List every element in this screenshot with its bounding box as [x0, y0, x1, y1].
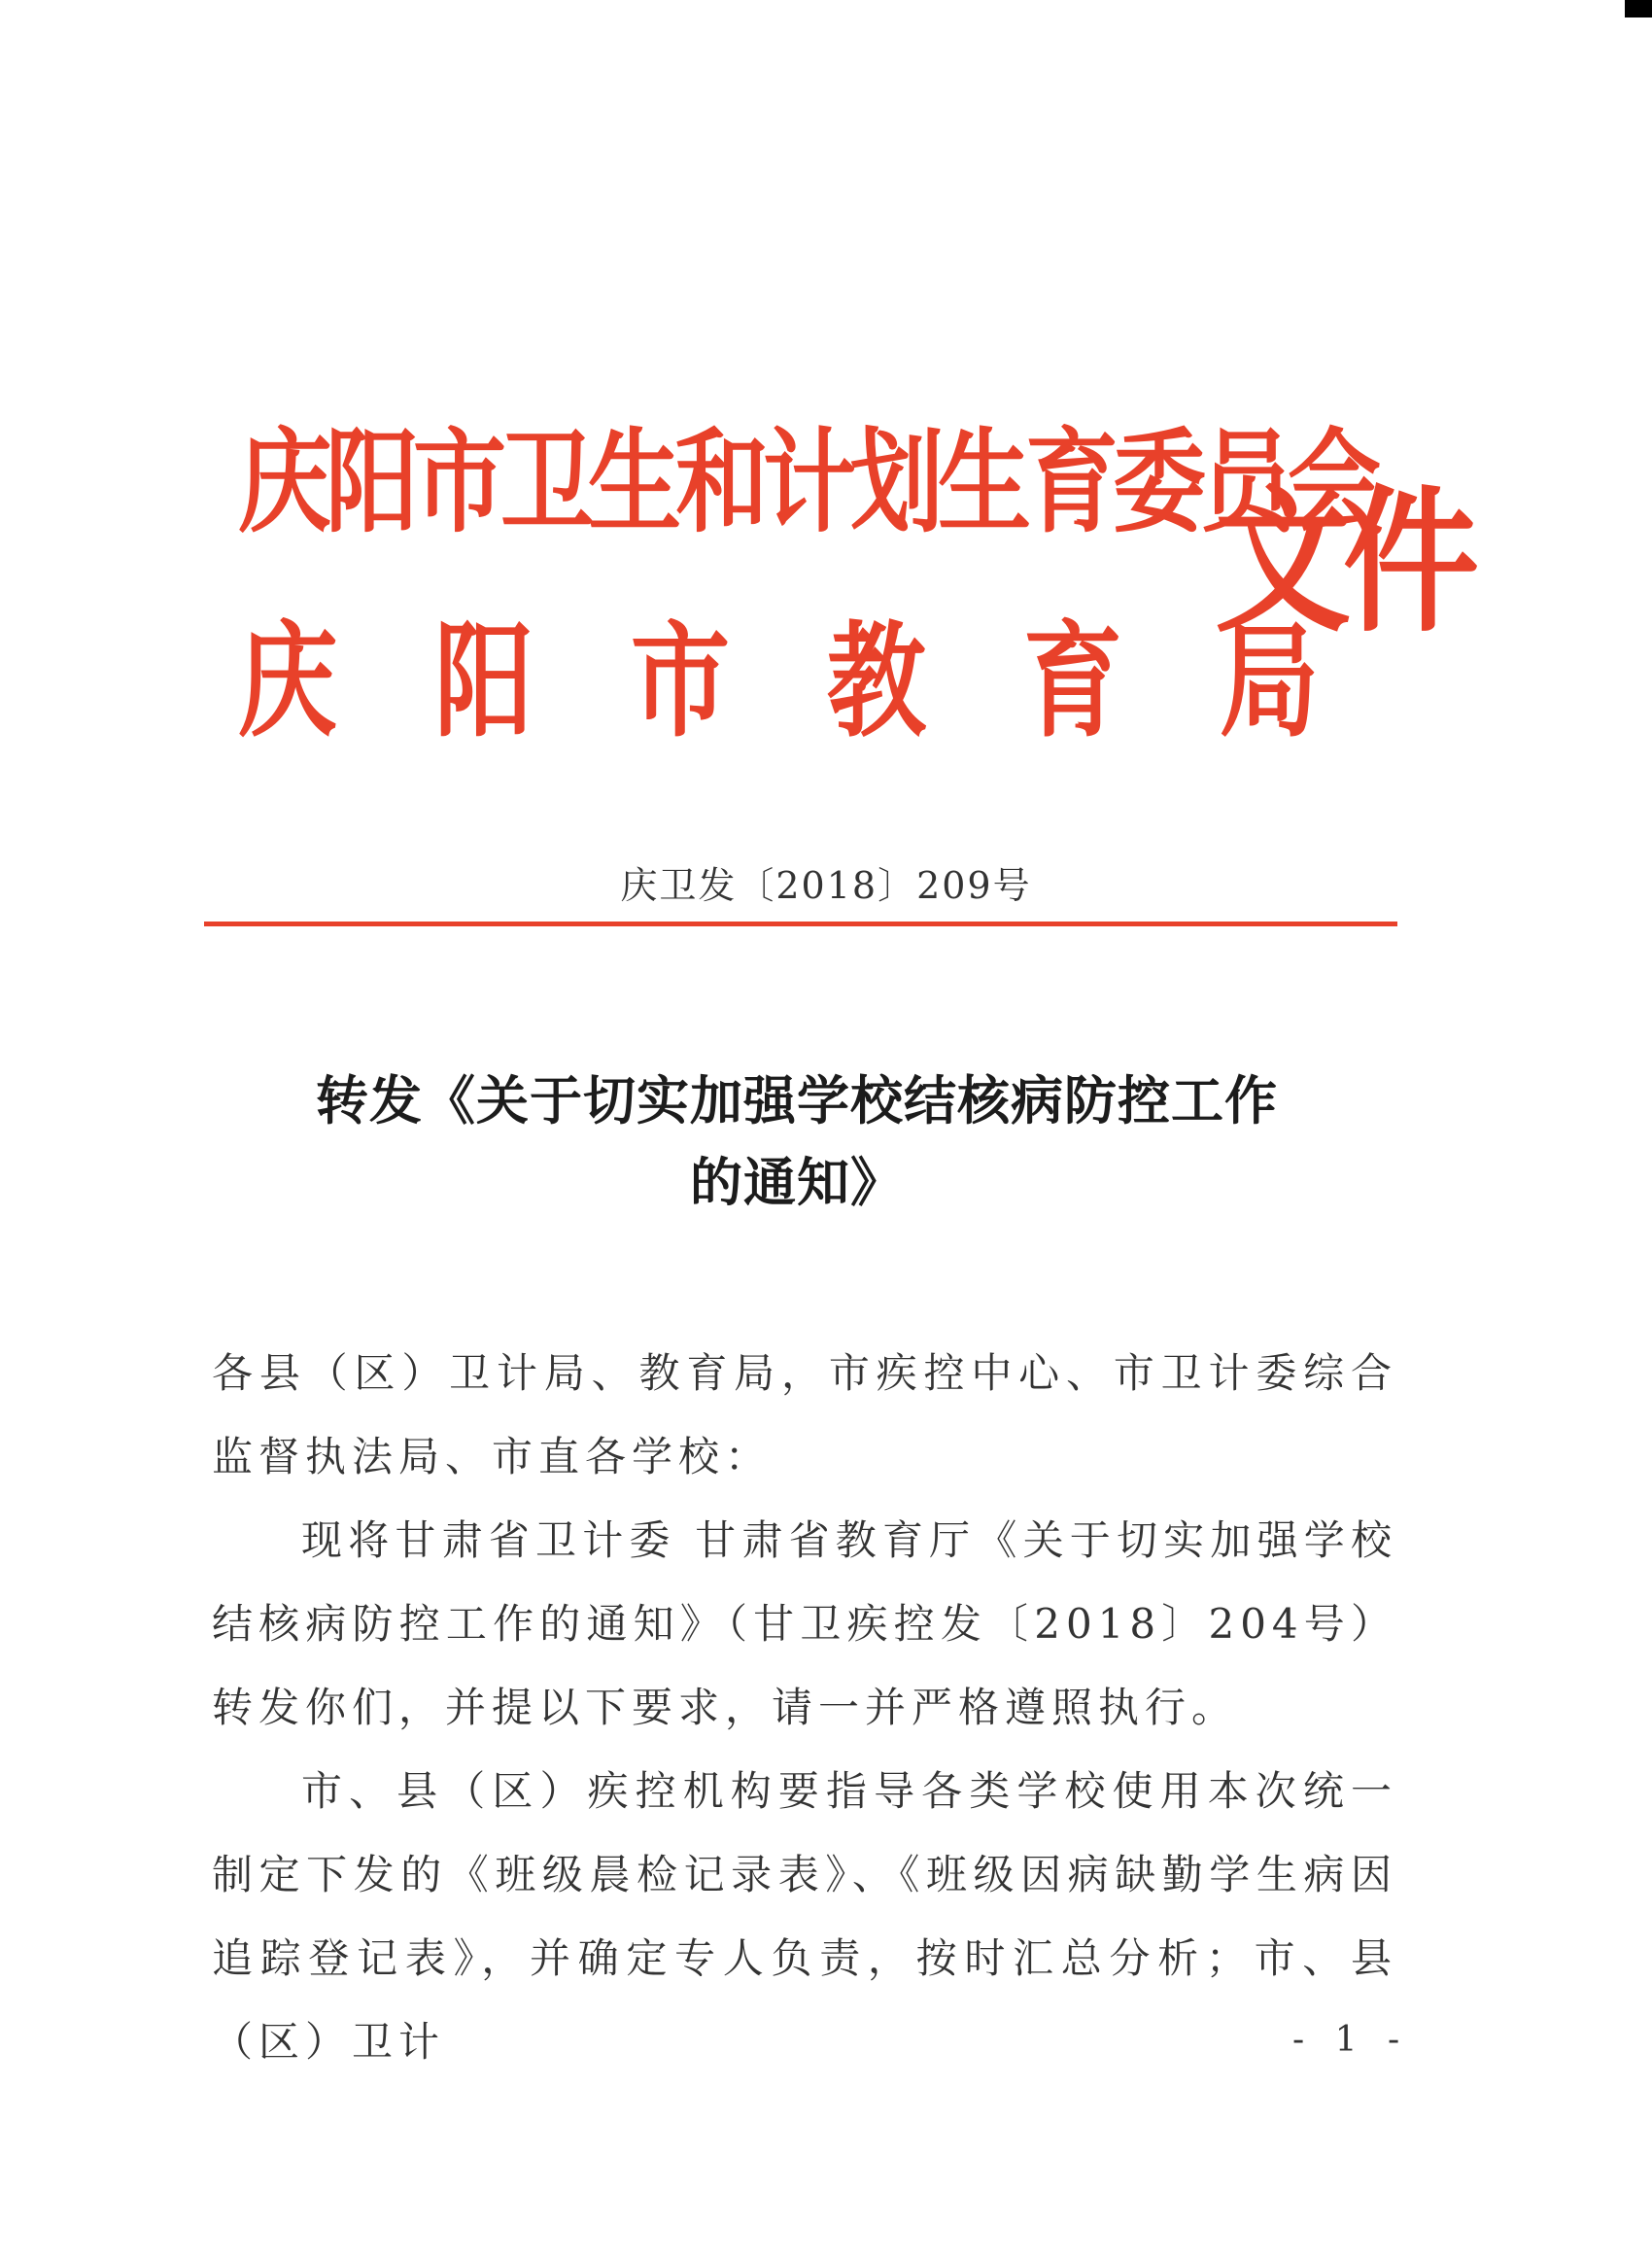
issuer-suffix-document: 文件	[1215, 470, 1472, 655]
title-line-2: 的通知》	[690, 1151, 904, 1213]
issuer-line-education-bureau: 庆阳市教育局	[238, 609, 1416, 755]
title-line-1: 转发《关于切实加强学校结核病防控工作	[316, 1069, 1278, 1131]
body-paragraph-2: 市、县（区）疾控机构要指导各类学校使用本次统一制定下发的《班级晨检记录表》、《班级因病缺勤学生病因追踪登记表》，并确定专人负责，按时汇总分析；市、县（区）卫计	[212, 1767, 1397, 2066]
red-separator-line	[204, 922, 1397, 926]
page-number: - 1 -	[1292, 2020, 1410, 2060]
document-body	[212, 1332, 1397, 2084]
recipients-paragraph: 各县（区）卫计局、教育局，市疾控中心、市卫计委综合监督执法局、市直各学校：	[212, 1349, 1397, 1480]
document-title	[194, 1060, 1399, 1223]
issuer-line-health-commission: 庆阳市卫生和计划生育委员会	[238, 415, 1375, 548]
document-header	[0, 0, 1652, 778]
document-number: 庆卫发〔2018〕209号	[620, 864, 1032, 907]
body-paragraph-1: 现将甘肃省卫计委 甘肃省教育厅《关于切实加强学校结核病防控工作的通知》（甘卫疾控发〔2018〕204号）转发你们，并提以下要求，请一并严格遵照执行。	[212, 1516, 1397, 1731]
